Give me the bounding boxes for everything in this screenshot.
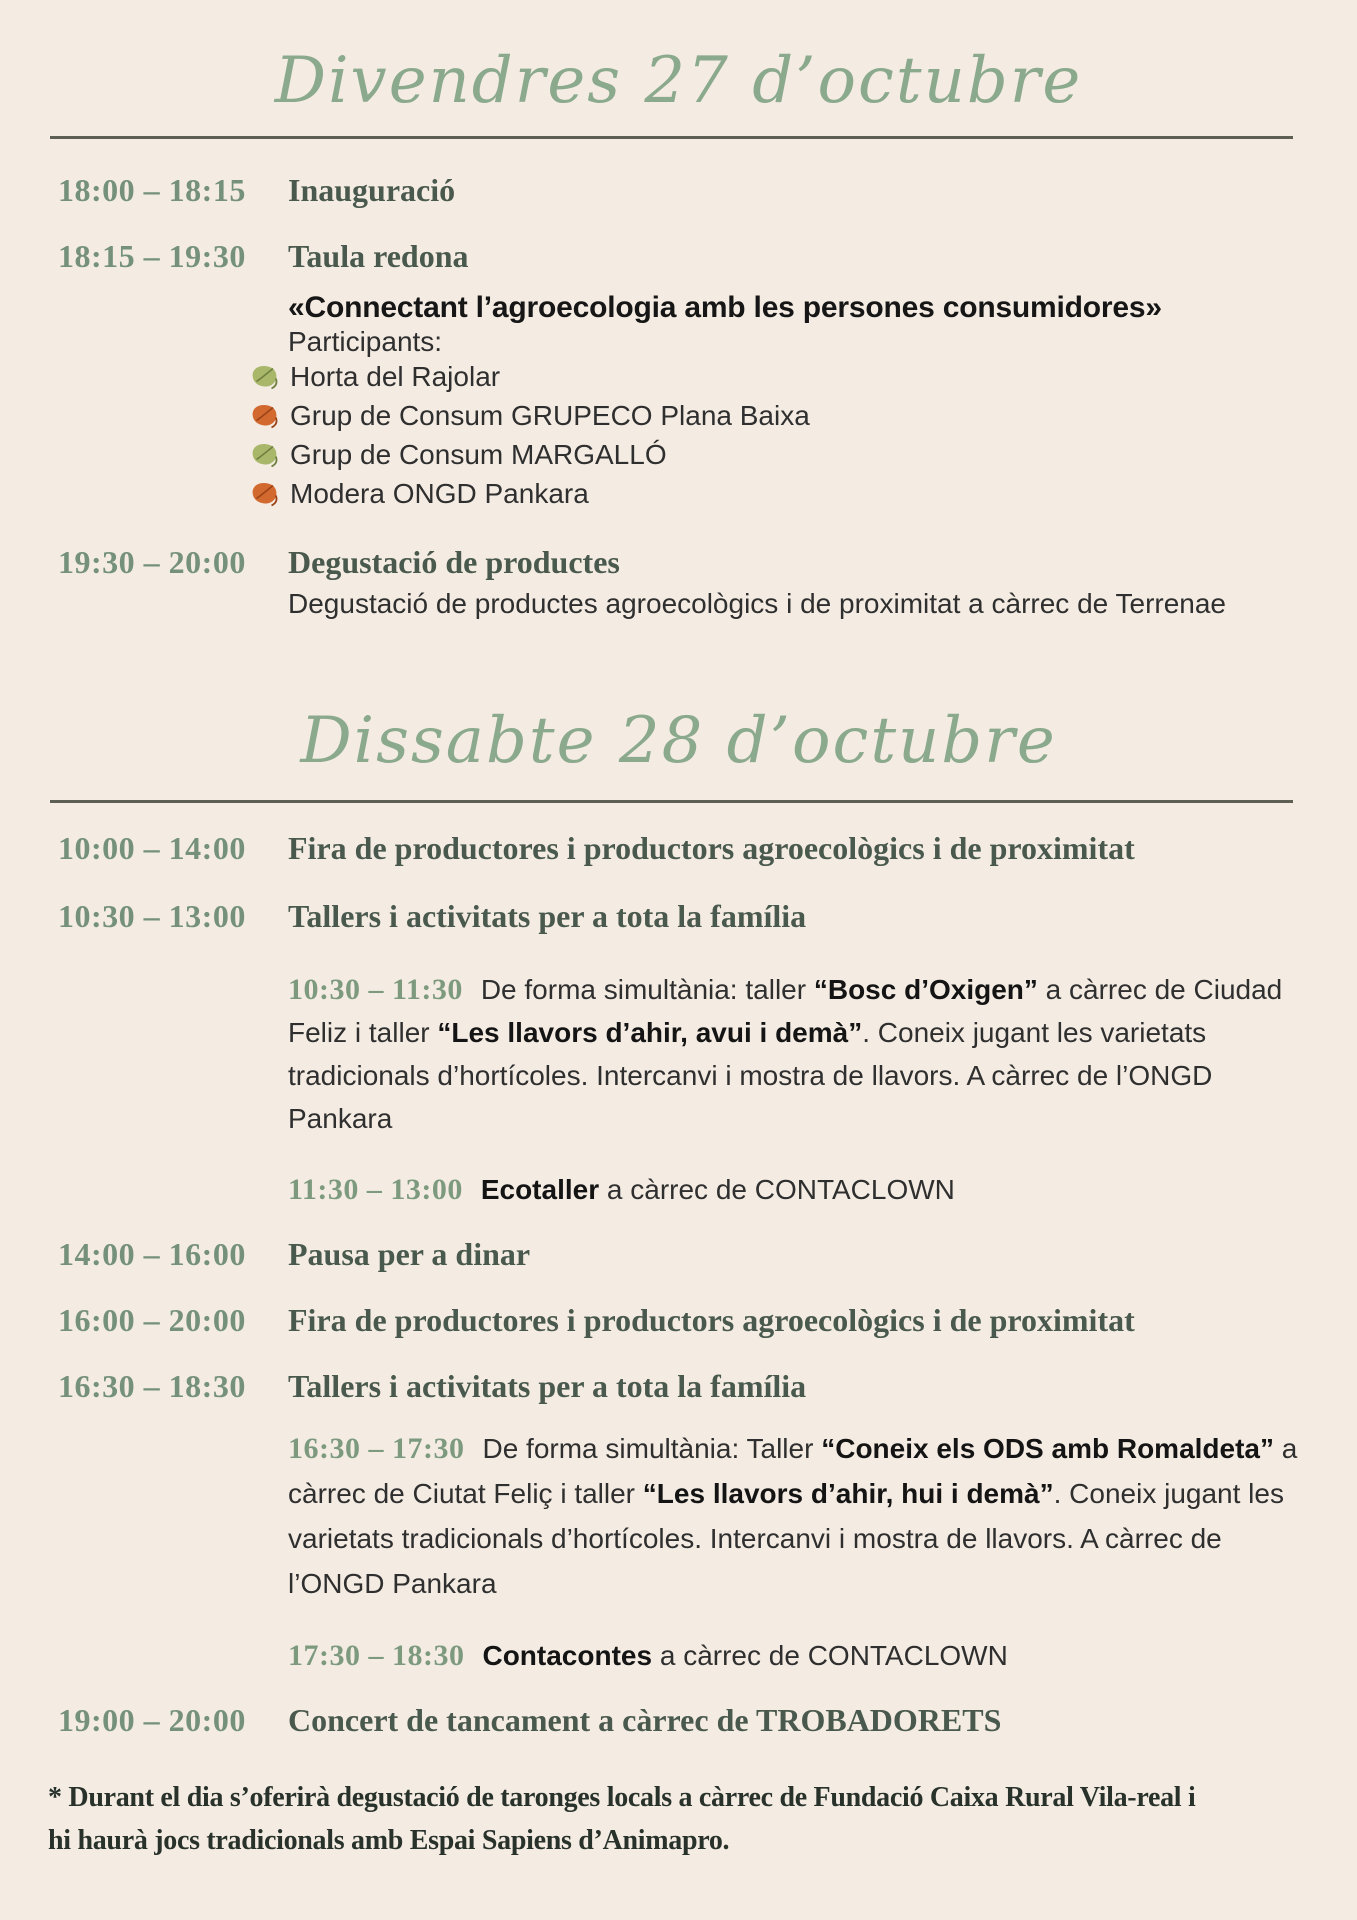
time-label: 19:30 – 20:00 (58, 544, 246, 580)
event-title: Taula redona (288, 238, 469, 274)
event-title: Concert de tancament a càrrec de TROBADORETS (288, 1702, 1002, 1738)
participant-name: Grup de Consum MARGALLÓ (290, 438, 667, 470)
workshop-name: “Les llavors d’ahir, avui i demà” (437, 1017, 863, 1048)
workshop-text: a càrrec de Ciudad Feliz i taller (288, 974, 1283, 1048)
time-label: 10:30 – 13:00 (58, 898, 246, 934)
participant-item (250, 438, 667, 472)
workshop-time: 11:30 – 13:00 (288, 1173, 463, 1206)
event-title: Tallers i activitats per a tota la família (288, 1368, 807, 1404)
schedule-row-tallers-mati (58, 896, 1312, 936)
schedule-row-tallers-vesprada (58, 1366, 1312, 1406)
workshop-description-vesprada (288, 1426, 1314, 1606)
workshop-text: . Coneix jugant les varietats tradicionals d’hortícoles. Intercanvi i mostra de llavors. A càrrec de l’ONGD Pankara (288, 1017, 1213, 1134)
friday-divider-line (50, 136, 1293, 139)
participant-item (250, 477, 589, 511)
workshop-time: 10:30 – 11:30 (288, 973, 463, 1006)
workshop-text: De forma simultània: Taller (482, 1433, 822, 1464)
roundtable-topic: «Connectant l’agroecologia amb les persones consumidores» (288, 291, 1162, 324)
participants-label: Participants: (288, 326, 443, 357)
schedule-row-pausa (58, 1234, 1312, 1274)
workshop-name: “Les llavors d’ahir, hui i demà” (642, 1478, 1054, 1509)
event-description: Degustació de productes agroecològics i de proximitat a càrrec de Terrenae (288, 588, 1226, 619)
schedule-row-fira-mati (58, 828, 1312, 868)
time-label: 18:00 – 18:15 (58, 172, 246, 208)
event-title: Fira de productores i productors agroecològics i de proximitat (288, 830, 1135, 866)
workshop-time: 16:30 – 17:30 (288, 1432, 465, 1465)
saturday-header: Dissabte 28 d’octubre (300, 704, 1057, 778)
time-label: 16:30 – 18:30 (58, 1368, 246, 1404)
schedule-row-taula-redona (58, 236, 1312, 276)
workshop-ecotaller (288, 1168, 1314, 1211)
workshop-text: De forma simultània: taller (480, 974, 814, 1005)
footnote-line: hi haurà jocs tradicionals amb Espai Sapiens d’Animapro. (48, 1825, 730, 1856)
leaf-icon (250, 442, 280, 469)
footnote (48, 1776, 1195, 1862)
friday-header: Divendres 27 d’octubre (274, 44, 1083, 118)
workshop-name: “Coneix els ODS amb Romaldeta” (821, 1433, 1275, 1464)
event-title: Tallers i activitats per a tota la família (288, 898, 807, 934)
participant-name: Grup de Consum GRUPECO Plana Baixa (290, 399, 810, 431)
participant-item (250, 360, 500, 394)
workshop-text: . Coneix jugant les varietats tradicionals d’hortícoles. Intercanvi i mostra de llavors. A càrrec de l’ONGD Pankara (288, 1478, 1284, 1599)
leaf-icon (250, 403, 280, 430)
workshop-name: Ecotaller (480, 1174, 600, 1205)
time-label: 19:00 – 20:00 (58, 1702, 246, 1738)
schedule-row-inauguracio (58, 170, 1312, 210)
workshop-text: a càrrec de CONTACLOWN (652, 1640, 1008, 1671)
workshop-name: Contacontes (482, 1640, 653, 1671)
event-title: Pausa per a dinar (288, 1236, 531, 1272)
workshop-text: a càrrec de Ciutat Feliç i taller (288, 1433, 1298, 1509)
workshop-description-mati (288, 968, 1314, 1140)
participant-name: Modera ONGD Pankara (290, 477, 589, 509)
leaf-icon (250, 364, 280, 391)
schedule-row-degustacio (58, 542, 1312, 582)
workshop-name: “Bosc d’Oxigen” (813, 974, 1038, 1005)
workshop-time: 17:30 – 18:30 (288, 1639, 465, 1672)
time-label: 14:00 – 16:00 (58, 1236, 246, 1272)
time-label: 10:00 – 14:00 (58, 830, 246, 866)
workshop-text: a càrrec de CONTACLOWN (599, 1174, 955, 1205)
schedule-row-concert (58, 1700, 1312, 1740)
time-label: 18:15 – 19:30 (58, 238, 246, 274)
participant-item (250, 399, 810, 433)
schedule-row-fira-vesprada (58, 1300, 1312, 1340)
event-title: Degustació de productes (288, 544, 620, 580)
leaf-icon (250, 481, 280, 508)
footnote-line: * Durant el dia s’oferirà degustació de taronges locals a càrrec de Fundació Caixa Rural Vila-real i (48, 1782, 1196, 1813)
event-title: Fira de productores i productors agroecològics i de proximitat (288, 1302, 1135, 1338)
event-title: Inauguració (288, 172, 456, 208)
workshop-contacontes (288, 1634, 1314, 1677)
participant-name: Horta del Rajolar (290, 360, 501, 392)
saturday-divider-line (50, 800, 1293, 803)
time-label: 16:00 – 20:00 (58, 1302, 246, 1338)
